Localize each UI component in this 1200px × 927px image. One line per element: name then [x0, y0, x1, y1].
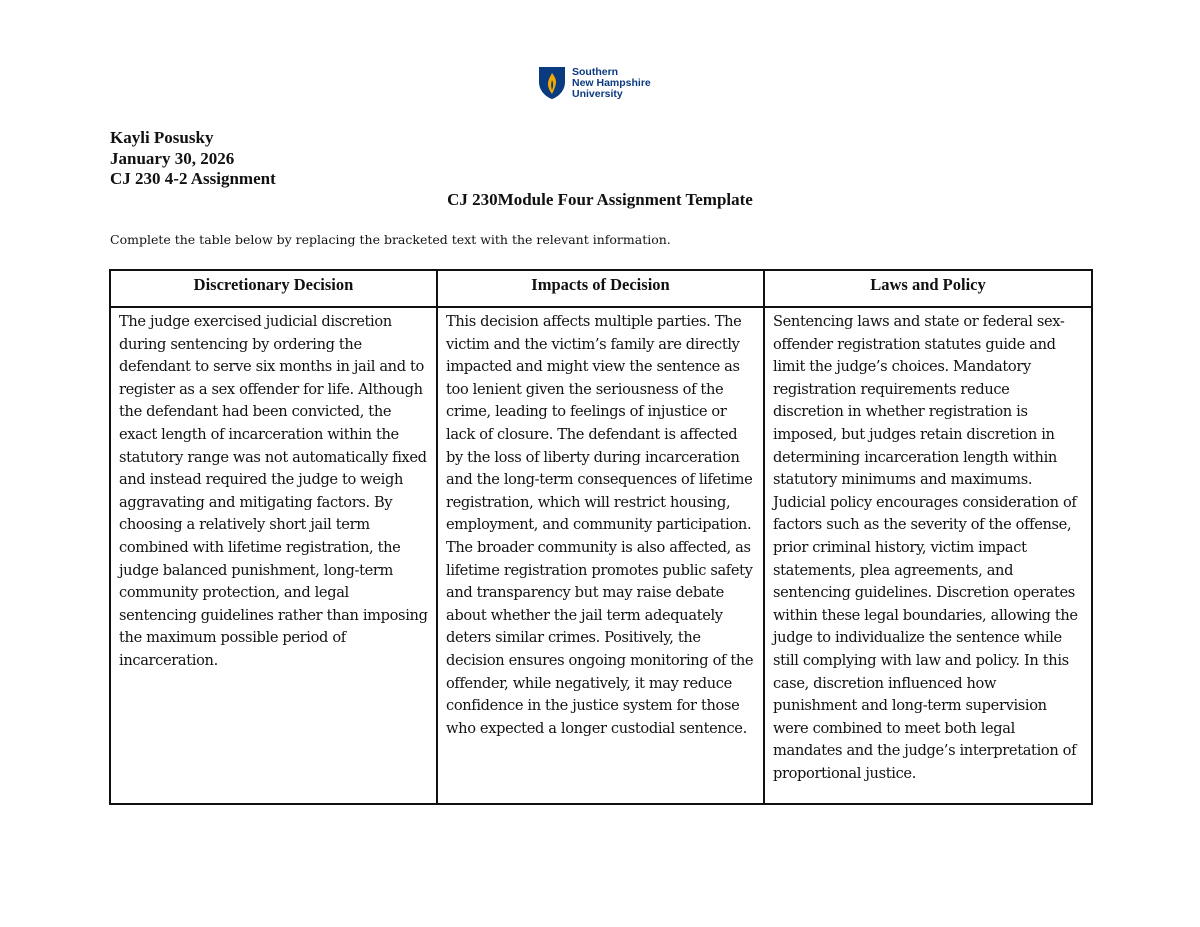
header-laws-and-policy: Laws and Policy — [764, 270, 1092, 307]
cell-laws-and-policy: Sentencing laws and state or federal sex-offender registration statutes guide and limit the judge’s choices. Mandatory registration requirements reduce discretion in whether registration is imposed, but judges retain discretion in determining incarceration length within statutory minimums and maximums. Judicial policy encourages consideration of factors such as the severity of the offense, prior criminal history, victim impact statements, plea agreements, and sentencing guidelines. Discretion operates within these legal boundaries, allowing the judge to individualize the sentence while still complying with law and policy. In this case, discretion influenced how punishment and long-term supervision were combined to meet both legal mandates and the judge’s interpretation of proportional justice. — [764, 307, 1092, 804]
submission-date: January 30, 2026 — [110, 148, 235, 168]
logo-line-1: Southern — [572, 65, 619, 78]
cell-discretionary-decision: The judge exercised judicial discretion during sentencing by ordering the defendant to serve six months in jail and to register as a sex offender for life. Although the defendant had been convicted, the exact length of incarceration within the statutory range was not automatically fixed and instead required the judge to weigh aggravating and mitigating factors. By choosing a relatively short jail term combined with lifetime registration, the judge balanced punishment, long-term community protection, and legal sentencing guidelines rather than imposing the maximum possible period of incarceration. — [110, 307, 437, 804]
header-impacts-of-decision: Impacts of Decision — [437, 270, 764, 307]
table-header-row — [110, 270, 1092, 307]
document-title: CJ 230Module Four Assignment Template — [447, 190, 753, 209]
header-discretionary-decision: Discretionary Decision — [110, 270, 437, 307]
shield-flame-icon — [538, 66, 566, 100]
instructions-text: Complete the table below by replacing the bracketed text with the relevant information. — [110, 232, 671, 247]
student-name: Kayli Posusky — [110, 128, 214, 147]
assignment-label: CJ 230 4-2 Assignment — [110, 169, 276, 188]
assignment-table — [109, 269, 1093, 805]
logo-line-3: University — [572, 87, 623, 100]
university-wordmark — [572, 67, 651, 100]
student-header — [110, 128, 276, 190]
cell-impacts-of-decision: This decision affects multiple parties. The victim and the victim’s family are directly impacted and might view the sentence as too lenient given the seriousness of the crime, leading to feelings of injustice or lack of closure. The defendant is affected by the loss of liberty during incarceration and the long-term consequences of lifetime registration, which will restrict housing, employment, and community participation. The broader community is also affected, as lifetime registration promotes public safety and transparency but may raise debate about whether the jail term adequately deters similar crimes. Positively, the decision ensures ongoing monitoring of the offender, while negatively, it may reduce confidence in the justice system for those who expected a longer custodial sentence. — [437, 307, 764, 804]
logo-line-2: New Hampshire — [572, 76, 651, 89]
university-logo — [538, 66, 651, 100]
table-row — [110, 307, 1092, 804]
